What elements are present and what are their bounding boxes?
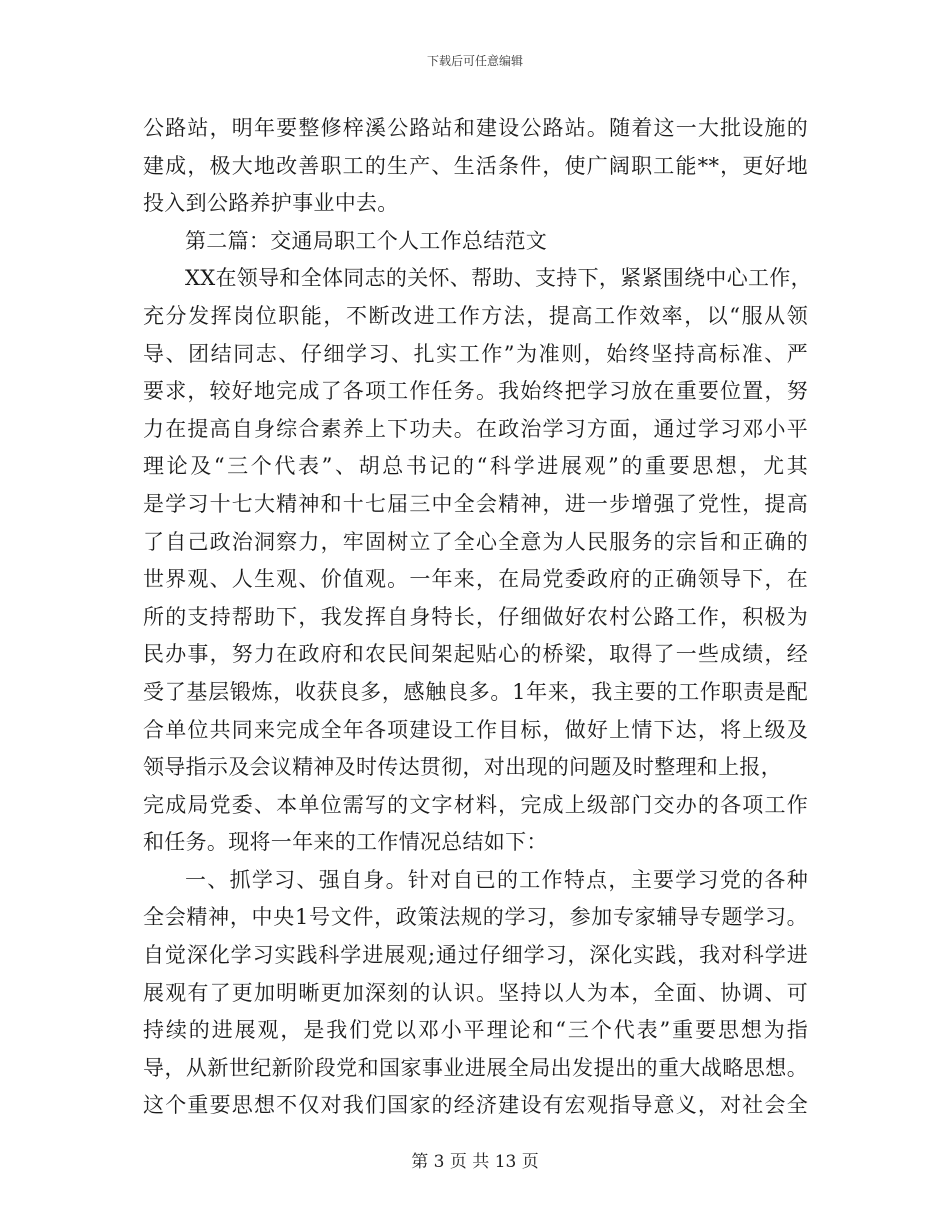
- body-line: 理论及“三个代表”、胡总书记的“科学进展观”的重要思想，尤其: [143, 454, 808, 479]
- section-heading: 第二篇：交通局职工个人工作总结范文: [185, 228, 548, 253]
- page-header: 下载后可任意编辑: [426, 54, 523, 68]
- body-line: 是学习十七大精神和十七届三中全会精神，进一步增强了党性，提高: [143, 491, 808, 516]
- body-line: 这个重要思想不仅对我们国家的经济建设有宏观指导意义，对社会全: [143, 1093, 808, 1118]
- body-line: 所的支持帮助下，我发挥自身特长，仔细做好农村公路工作，积极为: [143, 604, 808, 629]
- body-line: XX在领导和全体同志的关怀、帮助、支持下，紧紧围绕中心工作，: [185, 266, 812, 291]
- body-line: 和任务。现将一年来的工作情况总结如下：: [143, 830, 548, 855]
- document-body: [143, 110, 812, 1125]
- body-line: 导，从新世纪新阶段党和国家事业进展全局出发提出的重大战略思想。: [143, 1055, 808, 1080]
- body-line: 建成，极大地改善职工的生产、生活条件，使广阔职工能**，更好地: [143, 153, 808, 178]
- body-line: 要求，较好地完成了各项工作任务。我始终把学习放在重要位置，努: [143, 379, 808, 404]
- body-line: 导、团结同志、仔细学习、扎实工作”为准则，始终坚持高标准、严: [143, 341, 808, 366]
- body-line: 充分发挥岗位职能，不断改进工作方法，提高工作效率，以“服从领: [143, 303, 808, 328]
- page-footer: 第 3 页 共 13 页: [411, 1152, 539, 1172]
- body-line: 领导指示及会议精神及时传达贯彻，对出现的问题及时整理和上报，: [143, 755, 782, 780]
- body-line: 公路站，明年要整修梓溪公路站和建设公路站。随着这一大批设施的: [143, 116, 808, 140]
- body-line: 自觉深化学习实践科学进展观;通过仔细学习，深化实践，我对科学进: [143, 943, 808, 968]
- body-line: 持续的进展观，是我们党以邓小平理论和“三个代表”重要思想为指: [143, 1018, 808, 1043]
- body-line: 一、抓学习、强自身。针对自已的工作特点，主要学习党的各种: [185, 867, 808, 892]
- body-line: 力在提高自身综合素养上下功夫。在政治学习方面，通过学习邓小平: [143, 416, 808, 441]
- body-line: 世界观、人生观、价值观。一年来，在局党委政府的正确领导下，在: [143, 567, 808, 592]
- body-line: 受了基层锻炼，收获良多，感触良多。1年来，我主要的工作职责是配: [143, 679, 808, 704]
- body-line: 完成局党委、本单位需写的文字材料，完成上级部门交办的各项工作: [143, 792, 808, 817]
- body-line: 民办事，努力在政府和农民间架起贴心的桥梁，取得了一些成绩，经: [143, 642, 808, 667]
- body-line: 合单位共同来完成全年各项建设工作目标，做好上情下达，将上级及: [143, 717, 808, 742]
- body-line: 投入到公路养护事业中去。: [143, 191, 399, 216]
- body-line: 全会精神，中央1号文件，政策法规的学习，参加专家辅导专题学习。: [143, 905, 808, 930]
- body-line: 了自己政治洞察力，牢固树立了全心全意为人民服务的宗旨和正确的: [143, 529, 808, 554]
- body-line: 展观有了更加明晰更加深刻的认识。坚持以人为本，全面、协调、可: [143, 980, 808, 1005]
